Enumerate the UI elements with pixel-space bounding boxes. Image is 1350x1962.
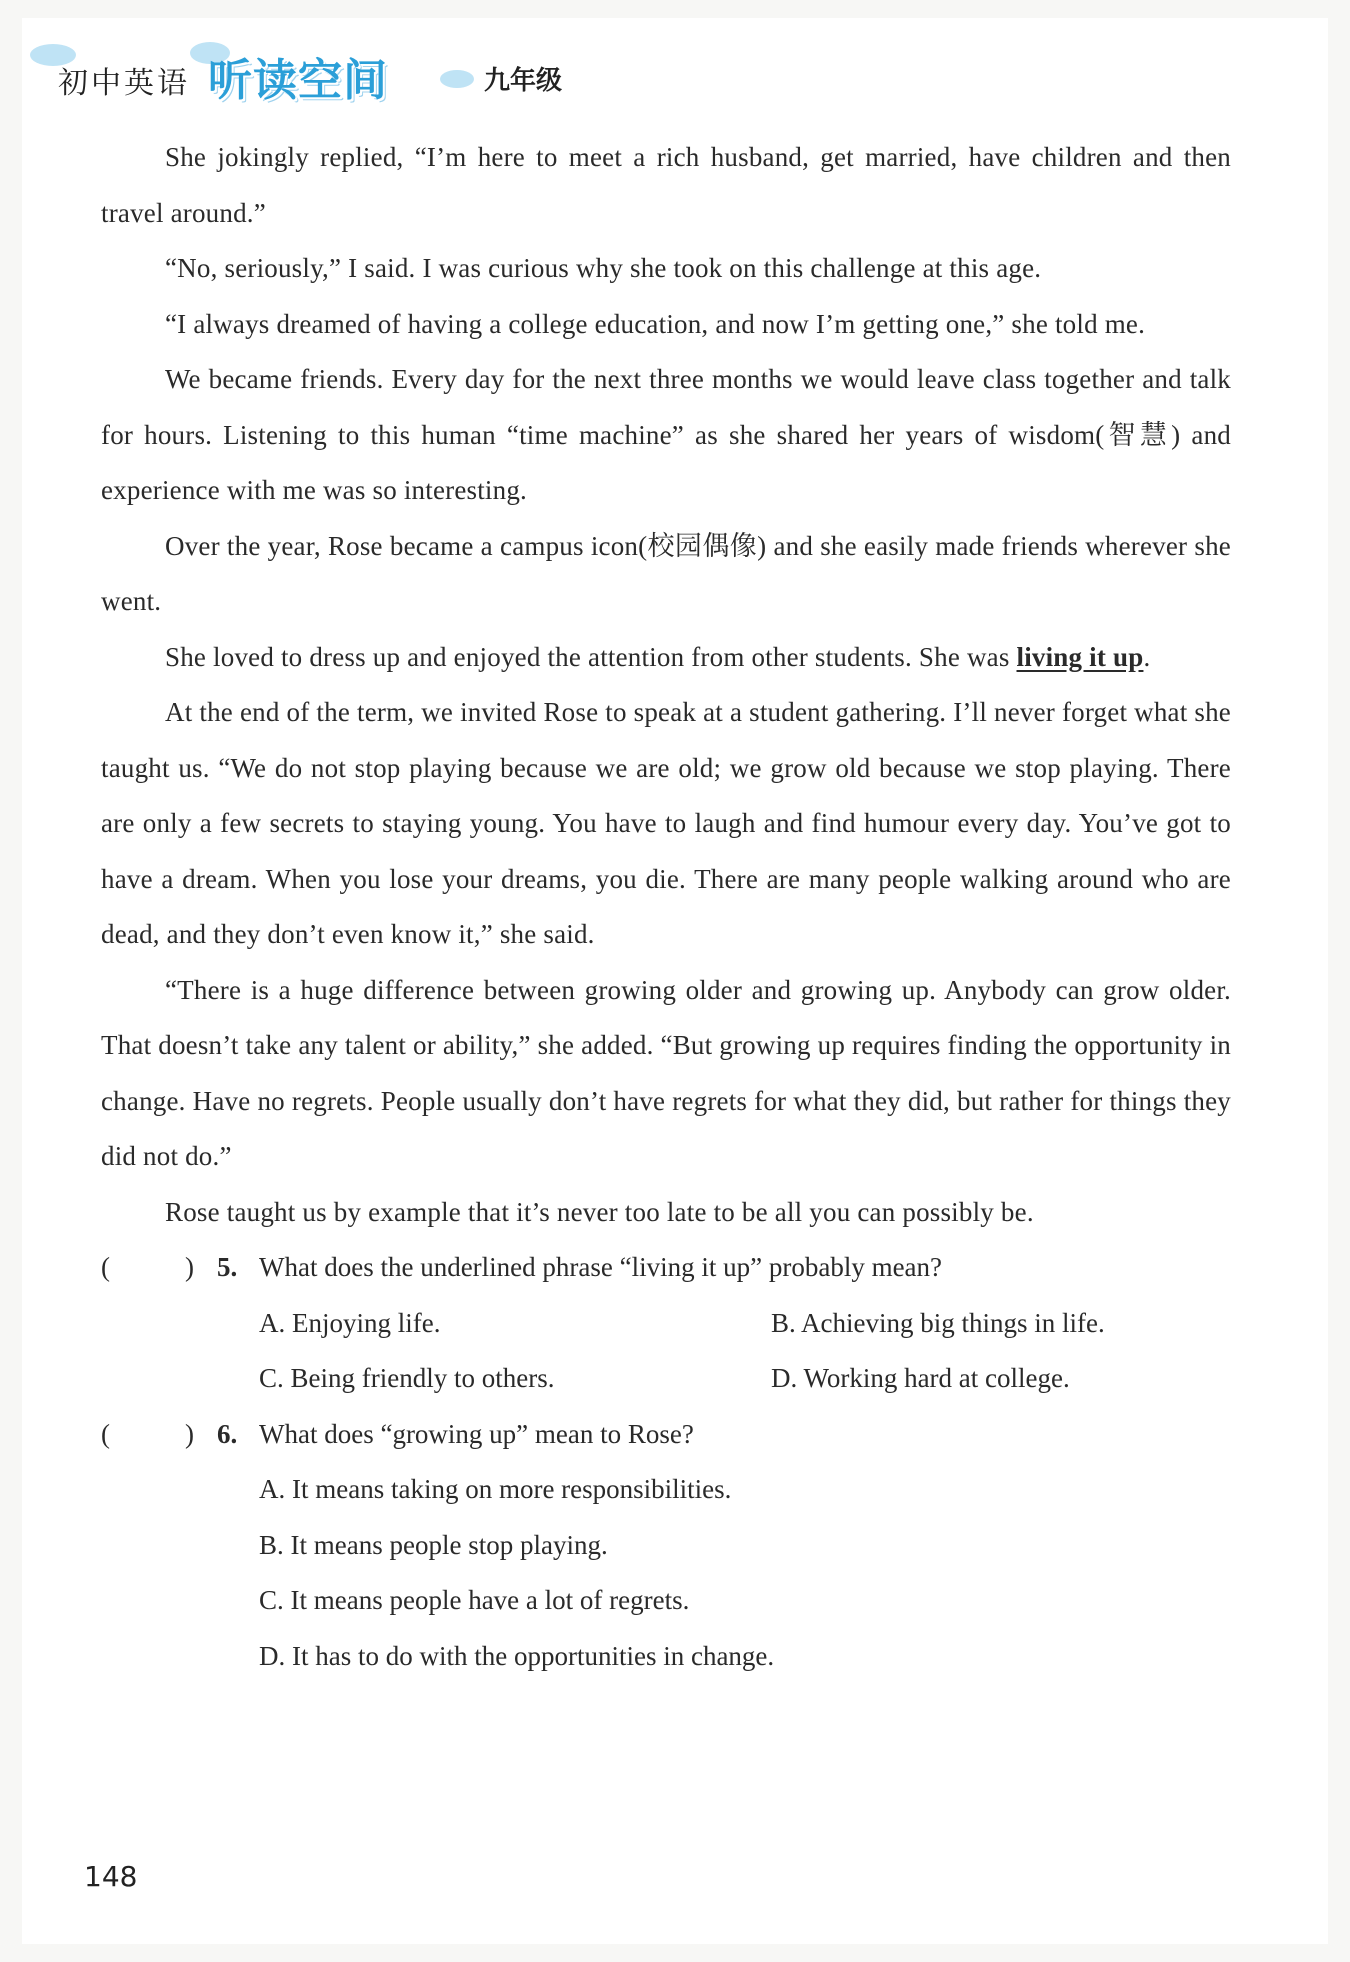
question-number: 5.: [217, 1252, 238, 1282]
option-c: C. It means people have a lot of regrets.: [259, 1585, 690, 1615]
text: She loved to dress up and enjoyed the attention from other students. She was: [165, 641, 1017, 672]
options-row: [101, 1573, 1231, 1629]
text: .: [1143, 641, 1151, 672]
answer-blank-close: ): [185, 1418, 194, 1449]
question-stem: What does “growing up” mean to Rose?: [259, 1418, 694, 1449]
options-row: [101, 1296, 1231, 1352]
answer-blank-open: (: [101, 1418, 110, 1449]
page-number: 148: [84, 1860, 138, 1893]
paragraph: “There is a huge difference between growing older and growing up. Anybody can grow older. That doesn’t take any talent or ability,” she added. “But growing up requires finding the opportunity in change. Have no regrets. People usually don’t have regrets for what they did, but rather for things they did not do.”: [101, 974, 1231, 1171]
question-stem: What does the underlined phrase “living it up” probably mean?: [259, 1252, 943, 1282]
option-b: B. It means people stop playing.: [259, 1529, 608, 1560]
series-title: 初中英语: [58, 66, 190, 101]
options-row: [101, 1518, 1231, 1574]
grade-label: 九年级: [484, 66, 563, 96]
option-a: A. It means taking on more responsibilities.: [259, 1474, 732, 1504]
option-b: B. Achieving big things in life.: [771, 1307, 1105, 1338]
options-row: [101, 1351, 1231, 1407]
brand-logo: 听读空间: [208, 55, 388, 106]
paragraph: At the end of the term, we invited Rose to speak at a student gathering. I’ll never forget what she taught us. “We do not stop playing because we are old; we grow old because we stop playing. There are only a few secrets to staying young. You have to laugh and find humour every day. You’ve got to have a dream. When you lose your dreams, you die. There are many people walking around who are dead, and they don’t even know it,” she said.: [101, 697, 1231, 949]
options-row: [101, 1629, 1231, 1685]
paragraph: Rose taught us by example that it’s never too late to be all you can possibly be.: [165, 1196, 1034, 1227]
paragraph: Over the year, Rose became a campus icon(校园偶像) and she easily made friends wherever she went.: [101, 530, 1231, 616]
option-d: D. It has to do with the opportunities in change.: [259, 1640, 775, 1671]
paragraph: She jokingly replied, “I’m here to meet a rich husband, get married, have children and then travel around.”: [101, 142, 1231, 228]
paragraph: “No, seriously,” I said. I was curious why she took on this challenge at this age.: [165, 253, 1042, 283]
question-6: [101, 1407, 1231, 1463]
option-d: D. Working hard at college.: [771, 1363, 1070, 1393]
cloud-decoration-icon: [440, 70, 474, 88]
option-c: C. Being friendly to others.: [259, 1363, 555, 1393]
answer-blank-close: ): [185, 1252, 194, 1282]
paragraph-living-it-up: [101, 630, 1231, 686]
paragraph: “I always dreamed of having a college education, and now I’m getting one,” she told me.: [165, 308, 1146, 339]
question-5: [101, 1240, 1231, 1296]
question-number: 6.: [217, 1418, 238, 1449]
page-header: [30, 36, 730, 126]
options-row: [101, 1462, 1231, 1518]
option-a: A. Enjoying life.: [259, 1307, 441, 1338]
reading-passage: [101, 130, 1231, 1684]
underlined-phrase: living it up: [1016, 641, 1144, 672]
answer-blank-open: (: [101, 1252, 110, 1282]
paragraph: We became friends. Every day for the next three months we would leave class together and talk for hours. Listening to this human “time machine” as she shared her years of wisdom(智慧) and experience with me was so interesting.: [101, 364, 1231, 505]
